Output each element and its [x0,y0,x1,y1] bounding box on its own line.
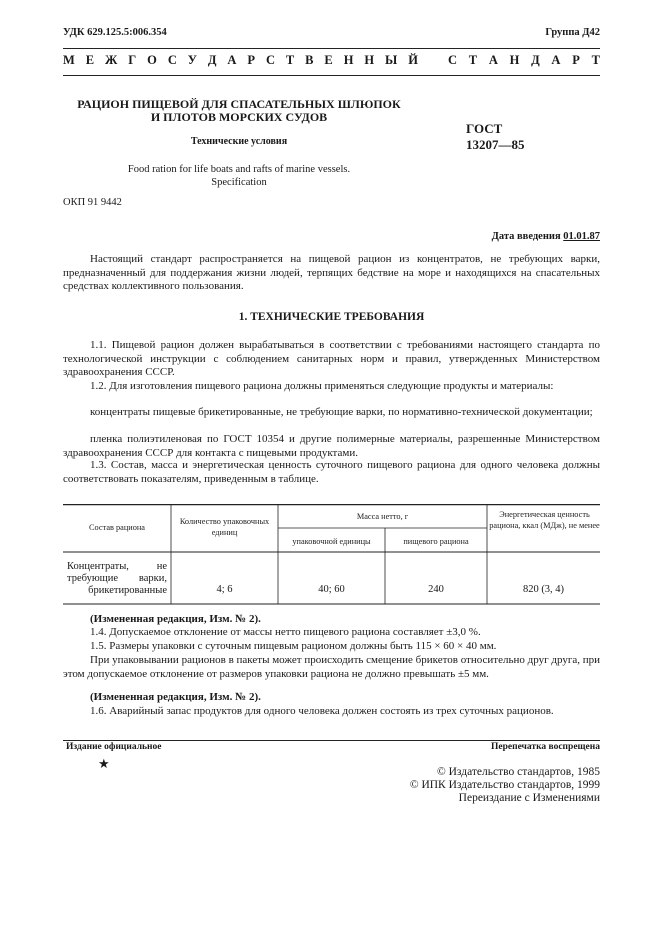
copyright-1985: © Издательство стандартов, 1985 [436,766,600,778]
row-quantity: 4; 6 [216,584,233,595]
title-line-2: И ПЛОТОВ МОРСКИХ СУДОВ [150,110,328,124]
document-title [64,98,414,124]
clause-1-3: 1.3. Состав, масса и энергетическая ценность суточного пищевого рациона для одного человека должны соответствовать показателям, приведенным в таблице. [63,459,600,485]
revision-note-1: (Измененная редакция, Изм. № 2). [90,613,261,625]
banner-rule [63,75,600,76]
intro-paragraph: Настоящий стандарт распространяется на пищевой рацион из концентратов, не требующих варки, предназначенный для поддержания жизни людей, терпящих бедствие на море и находящихся на спасательных средствах коллективного пользования. [63,253,600,292]
reissue-note: Переиздание с Изменениями [458,792,600,804]
group-code: Группа Д42 [545,27,600,38]
header-mass-unit: упаковочной единицы [292,537,371,546]
official-edition-label: Издание официальное [66,742,162,752]
clause-1-2-item-concentrates: концентраты пищевые брикетированные, не требующие варки, по нормативно-технической документации; [90,406,593,418]
udk-code: УДК 629.125.5:006.354 [63,27,167,38]
top-rule [63,48,600,49]
header-mass-ration: пищевого рациона [403,537,469,546]
revision-note-2: (Измененная редакция, Изм. № 2). [90,691,261,703]
clause-1-2-item-film: пленка полиэтиленовая по ГОСТ 10354 и другие полимерные материалы, разрешенные Министерством здравоохранения СССР для контакта с пищевыми продуктами. [63,433,600,459]
okp-code: ОКП 91 9442 [63,197,122,208]
clause-1-5: 1.5. Размеры упаковки с суточным пищевым рационом должны быть 115 × 60 × 40 мм. [90,640,497,652]
header-composition: Состав рациона [89,523,145,532]
reprint-prohibited-label: Перепечатка воспрещена [490,742,600,752]
title-line-1: РАЦИОН ПИЩЕВОЙ ДЛЯ СПАСАТЕЛЬНЫХ ШЛЮПОК [77,97,401,111]
header-net-mass: Масса нетто, г [356,512,409,521]
copyright-1999: © ИПК Издательство стандартов, 1999 [409,779,600,791]
row-mass-unit: 40; 60 [318,584,345,595]
banner-word-interstate: М Е Ж Г О С У Д А Р С Т В Е Н Н Ы Й [63,53,418,67]
introduction-date-value: 01.01.87 [563,231,600,242]
gost-label: ГОСТ [466,121,503,136]
gost-designation [466,121,525,153]
clause-1-5-note: При упаковывании рационов в пакеты может происходить смещение брикетов относительно друг друга, при этом допускаемое отклонение от размеров упаковки рациона не должно превышать ±5 мм. [63,654,600,680]
footer-rule [63,740,600,741]
introduction-date [492,231,600,242]
clause-1-6: 1.6. Аварийный запас продуктов для одного человека должен состоять из трех суточных рационов. [90,705,554,717]
section-1-heading: 1. ТЕХНИЧЕСКИЕ ТРЕБОВАНИЯ [238,311,425,323]
introduction-date-label: Дата введения [491,231,564,242]
clause-1-1: 1.1. Пищевой рацион должен вырабатываться в соответствии с требованиями настоящего стандарта по технологической инструкции с соблюдением санитарных норм и правил, утвержденных Министерством здравоохранения СССР. [63,339,600,378]
star-icon: ★ [98,756,110,771]
row-composition: Концентраты, не требующие варки, брикетированные [67,561,167,596]
row-mass-ration: 240 [428,584,444,595]
header-quantity: Количество упаковочных единиц [179,517,270,537]
clause-1-4: 1.4. Допускаемое отклонение от массы нетто пищевого рациона составляет ±3,0 %. [90,626,481,638]
english-title-line-1: Food ration for life boats and rafts of marine vessels. [127,164,351,175]
interstate-standard-banner [63,53,600,68]
row-energy-value: 820 (3, 4) [522,584,565,595]
header-energy-value: Энергетическая ценность рациона, ккал (МДж), не менее [489,510,600,530]
document-subtitle: Технические условия [190,136,288,147]
composition-table [63,504,600,605]
banner-word-standard: С Т А Н Д А Р Т [448,53,600,67]
english-title [64,163,414,189]
english-title-line-2: Specification [211,177,267,188]
clause-1-2: 1.2. Для изготовления пищевого рациона должны применяться следующие продукты и материалы: [90,380,554,392]
gost-number: 13207—85 [466,137,525,152]
